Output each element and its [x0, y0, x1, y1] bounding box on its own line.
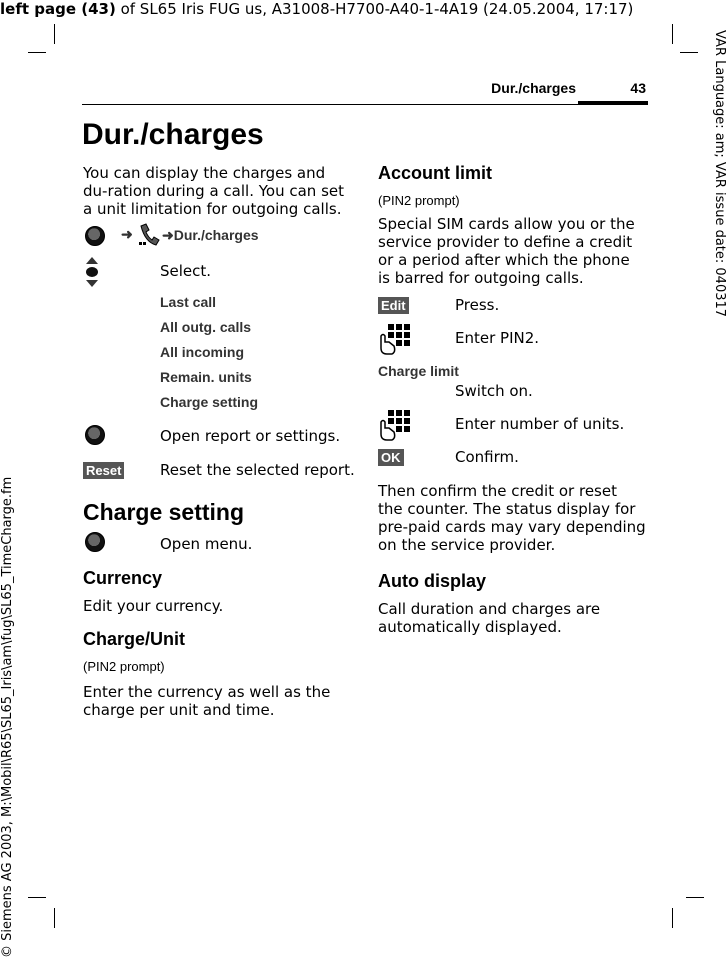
nav-key-icon	[85, 425, 105, 445]
nav-key-row	[85, 532, 105, 556]
charge-unit-prompt: (PIN2 prompt)	[83, 659, 165, 674]
then-confirm-text: Then confirm the credit or reset the counter. The status display for pre-paid cards may vary depending on the service provider.	[378, 482, 646, 554]
edit-key-label: Edit	[378, 297, 409, 314]
account-limit-heading: Account limit	[378, 163, 493, 183]
enter-pin2-text: Enter PIN2.	[455, 329, 540, 347]
charge-unit-heading: Charge/Unit	[83, 629, 186, 649]
ok-softkey[interactable]	[378, 447, 404, 466]
print-header-rest: of SL65 Iris FUG us, A31008-H7700-A40-1-4A19 (24.05.2004, 17:17)	[115, 0, 634, 18]
nav-path	[85, 225, 105, 246]
reset-softkey[interactable]	[83, 460, 124, 479]
menu-item-remain-units[interactable]: Remain. units	[160, 369, 252, 385]
edit-text: Press.	[455, 296, 500, 314]
auto-display-heading: Auto display	[378, 571, 487, 591]
print-header-bold: left page (43)	[0, 0, 116, 18]
keypad-icon	[378, 408, 412, 442]
up-down-rocker-icon	[85, 257, 99, 287]
side-text-left: © Siemens AG 2003, M:\Mobil\R65\SL65_Iris\am\fug\SL65_TimeCharge.fm	[0, 476, 15, 958]
nav-arrow: ➜	[121, 226, 133, 242]
charge-setting-heading: Charge setting	[83, 499, 245, 525]
currency-text: Edit your currency.	[83, 597, 224, 615]
reset-key-label: Reset	[83, 462, 124, 479]
intro-text: You can display the charges and du-ration during a call. You can set a unit limitation for outgoing calls.	[83, 164, 344, 218]
open-menu-text: Open menu.	[160, 535, 253, 553]
nav-key-icon	[85, 532, 105, 552]
menu-item-all-incoming[interactable]: All incoming	[160, 344, 244, 360]
nav-target: ➜Dur./charges	[162, 227, 259, 243]
confirm-text: Confirm.	[455, 448, 519, 466]
open-report-text: Open report or settings.	[160, 427, 341, 445]
nav-key-row	[85, 425, 105, 449]
crop-mark	[54, 908, 55, 928]
page-title: Dur./charges	[82, 118, 264, 151]
reset-text: Reset the selected report.	[160, 461, 355, 479]
page-number: 43	[630, 80, 646, 96]
currency-heading: Currency	[83, 568, 163, 588]
crop-mark	[680, 52, 698, 53]
ok-key-label: OK	[378, 449, 404, 466]
print-header	[0, 0, 633, 18]
crop-mark	[672, 24, 673, 44]
header-rule-thick	[578, 101, 648, 104]
crop-mark	[686, 897, 704, 898]
header-rule	[82, 104, 648, 105]
switch-on-text: Switch on.	[455, 382, 533, 400]
enter-units-text: Enter number of units.	[455, 415, 625, 433]
select-label: Select.	[160, 262, 212, 280]
menu-item-all-outg-calls[interactable]: All outg. calls	[160, 319, 252, 335]
crop-mark	[28, 897, 46, 898]
account-limit-prompt: (PIN2 prompt)	[378, 193, 460, 208]
account-limit-text: Special SIM cards allow you or the service provider to define a credit or a period after which the phone is barred for outgoing calls.	[378, 215, 635, 287]
menu-item-last-call[interactable]: Last call	[160, 294, 217, 310]
edit-softkey[interactable]	[378, 295, 409, 314]
running-header-title: Dur./charges	[491, 80, 576, 96]
keypad-icon	[378, 322, 412, 356]
side-text-right: VAR Language: am; VAR issue date: 040317	[712, 30, 727, 318]
crop-mark	[28, 52, 46, 53]
nav-key-icon	[85, 226, 105, 246]
crop-mark	[672, 908, 673, 928]
charge-limit-label[interactable]: Charge limit	[378, 363, 459, 379]
charge-unit-text: Enter the currency as well as the charge per unit and time.	[83, 683, 331, 719]
menu-item-charge-setting[interactable]: Charge setting	[160, 394, 259, 410]
phone-handset-icon	[137, 222, 159, 248]
auto-display-text: Call duration and charges are automatically displayed.	[378, 600, 601, 636]
crop-mark	[54, 24, 55, 44]
